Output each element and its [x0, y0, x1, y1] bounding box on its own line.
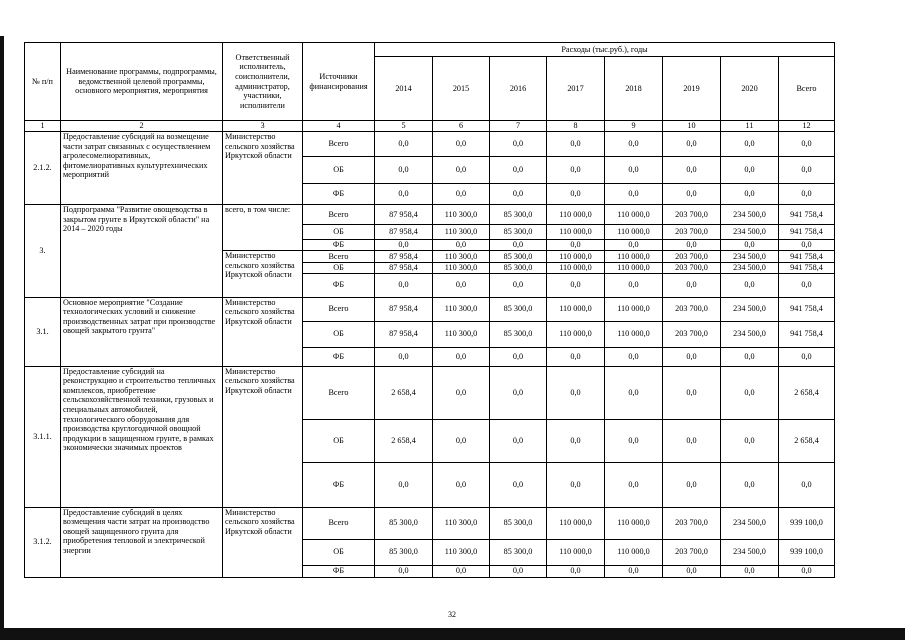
executor: Министерство сельского хозяйства Иркутской области [223, 297, 303, 366]
year-value: 0,0 [433, 565, 490, 577]
year-value: 110 000,0 [547, 263, 605, 274]
year-value: 0,0 [375, 240, 433, 251]
year-value: 0,0 [721, 565, 779, 577]
year-value: 0,0 [605, 240, 663, 251]
year-value: 0,0 [721, 240, 779, 251]
year-value: 110 300,0 [433, 297, 490, 321]
year-value: 203 700,0 [663, 263, 721, 274]
year-value: 0,0 [663, 240, 721, 251]
year-value: 0,0 [433, 184, 490, 205]
year-value: 0,0 [663, 347, 721, 366]
year-value: 110 000,0 [605, 507, 663, 539]
row-number: 3. [25, 205, 61, 298]
year-value: 203 700,0 [663, 297, 721, 321]
column-number: 9 [605, 121, 663, 132]
year-value: 203 700,0 [663, 225, 721, 240]
scan-bottom-edge [0, 628, 905, 640]
year-value: 0,0 [490, 366, 547, 419]
year-value: 110 300,0 [433, 205, 490, 225]
total-value: 939 100,0 [779, 507, 835, 539]
year-value: 0,0 [605, 132, 663, 157]
year-value: 85 300,0 [490, 205, 547, 225]
year-value: 2 658,4 [375, 366, 433, 419]
year-value: 0,0 [375, 157, 433, 184]
header-executor: Ответственный исполнитель, соисполнители, администратор, участники, исполнители [223, 43, 303, 121]
column-number: 3 [223, 121, 303, 132]
column-number: 10 [663, 121, 721, 132]
year-value: 0,0 [547, 419, 605, 462]
year-value: 0,0 [547, 273, 605, 297]
header-year: 2016 [490, 57, 547, 121]
table-row [25, 507, 835, 539]
row-number: 2.1.2. [25, 132, 61, 205]
funding-source: ФБ [303, 347, 375, 366]
executor: Министерство сельского хозяйства Иркутской области [223, 251, 303, 298]
total-value: 941 758,4 [779, 321, 835, 347]
year-value: 110 000,0 [547, 507, 605, 539]
year-value: 0,0 [721, 366, 779, 419]
year-value: 0,0 [663, 184, 721, 205]
year-value: 85 300,0 [490, 539, 547, 565]
program-name: Основное мероприятие "Создание технологических условий и снижение производственных затрат при производстве овощей закрытого грунта" [61, 297, 223, 366]
year-value: 0,0 [663, 366, 721, 419]
total-value: 941 758,4 [779, 263, 835, 274]
table-row [25, 366, 835, 419]
year-value: 87 958,4 [375, 205, 433, 225]
column-number: 1 [25, 121, 61, 132]
year-value: 0,0 [605, 419, 663, 462]
year-value: 0,0 [605, 273, 663, 297]
year-value: 85 300,0 [490, 297, 547, 321]
year-value: 0,0 [433, 419, 490, 462]
year-value: 234 500,0 [721, 205, 779, 225]
funding-source: ОБ [303, 419, 375, 462]
year-value: 0,0 [547, 347, 605, 366]
year-value: 0,0 [605, 462, 663, 507]
year-value: 0,0 [547, 157, 605, 184]
year-value: 0,0 [375, 273, 433, 297]
total-value: 0,0 [779, 132, 835, 157]
executor: Министерство сельского хозяйства Иркутской области [223, 132, 303, 205]
column-number: 6 [433, 121, 490, 132]
year-value: 110 000,0 [547, 205, 605, 225]
year-value: 110 000,0 [605, 205, 663, 225]
column-number: 5 [375, 121, 433, 132]
page-number: 32 [448, 610, 456, 619]
program-name: Предоставление субсидий на возмещение части затрат связанных с осуществлением агролесомелиоративных, фитомелиоративных культуртехнических мероприятий [61, 132, 223, 205]
year-value: 0,0 [721, 273, 779, 297]
funding-source: ОБ [303, 539, 375, 565]
header-source: Источники финансирования [303, 43, 375, 121]
year-value: 234 500,0 [721, 297, 779, 321]
funding-source: ОБ [303, 263, 375, 274]
year-value: 0,0 [721, 157, 779, 184]
year-value: 0,0 [490, 157, 547, 184]
row-number: 3.1. [25, 297, 61, 366]
year-value: 0,0 [490, 347, 547, 366]
year-value: 85 300,0 [375, 539, 433, 565]
year-value: 0,0 [721, 184, 779, 205]
year-value: 110 000,0 [547, 297, 605, 321]
year-value: 0,0 [663, 462, 721, 507]
year-value: 110 000,0 [605, 225, 663, 240]
program-name: Предоставление субсидий на реконструкцию и строительство тепличных комплексов, приобретение сельскохозяйственной техники, грузовых и специальных автомобилей, технологического оборудования для производства круглогодичной овощной продукции в защищенном грунте, в рамках экономически значимых проектов [61, 366, 223, 507]
table-body [25, 121, 835, 578]
total-value: 0,0 [779, 462, 835, 507]
year-value: 110 000,0 [547, 539, 605, 565]
year-value: 85 300,0 [490, 263, 547, 274]
column-number: 4 [303, 121, 375, 132]
total-value: 0,0 [779, 157, 835, 184]
year-value: 0,0 [490, 565, 547, 577]
header-year: 2017 [547, 57, 605, 121]
year-value: 0,0 [433, 347, 490, 366]
year-value: 87 958,4 [375, 297, 433, 321]
year-value: 0,0 [663, 157, 721, 184]
year-value: 0,0 [375, 347, 433, 366]
funding-source: ОБ [303, 321, 375, 347]
header-num: № п/п [25, 43, 61, 121]
program-name: Подпрограмма "Развитие овощеводства в закрытом грунте в Иркутской области" на 2014 – 2020 годы [61, 205, 223, 298]
total-value: 0,0 [779, 273, 835, 297]
year-value: 110 300,0 [433, 507, 490, 539]
funding-source: ФБ [303, 240, 375, 251]
year-value: 0,0 [605, 565, 663, 577]
year-value: 110 000,0 [605, 539, 663, 565]
funding-source: Всего [303, 132, 375, 157]
year-value: 85 300,0 [490, 321, 547, 347]
header-year: 2018 [605, 57, 663, 121]
year-value: 87 958,4 [375, 321, 433, 347]
year-value: 0,0 [721, 132, 779, 157]
funding-source: ФБ [303, 184, 375, 205]
executor: Министерство сельского хозяйства Иркутской области [223, 366, 303, 507]
funding-source: ОБ [303, 157, 375, 184]
year-value: 0,0 [490, 240, 547, 251]
year-value: 0,0 [663, 132, 721, 157]
table-row [25, 205, 835, 225]
total-value: 2 658,4 [779, 366, 835, 419]
year-value: 234 500,0 [721, 225, 779, 240]
total-value: 941 758,4 [779, 205, 835, 225]
year-value: 0,0 [663, 419, 721, 462]
total-value: 939 100,0 [779, 539, 835, 565]
year-value: 0,0 [433, 132, 490, 157]
year-value: 234 500,0 [721, 539, 779, 565]
year-value: 203 700,0 [663, 251, 721, 263]
year-value: 0,0 [547, 240, 605, 251]
total-value: 0,0 [779, 347, 835, 366]
year-value: 0,0 [547, 184, 605, 205]
table-row [25, 132, 835, 157]
year-value: 0,0 [721, 347, 779, 366]
year-value: 0,0 [605, 347, 663, 366]
funding-source: Всего [303, 205, 375, 225]
year-value: 2 658,4 [375, 419, 433, 462]
year-value: 110 000,0 [547, 225, 605, 240]
year-value: 87 958,4 [375, 263, 433, 274]
year-value: 110 000,0 [547, 251, 605, 263]
year-value: 0,0 [490, 273, 547, 297]
year-value: 0,0 [663, 273, 721, 297]
year-value: 85 300,0 [490, 251, 547, 263]
year-value: 85 300,0 [490, 507, 547, 539]
year-value: 234 500,0 [721, 507, 779, 539]
column-number: 8 [547, 121, 605, 132]
funding-source: ФБ [303, 462, 375, 507]
row-number: 3.1.1. [25, 366, 61, 507]
header-expenses: Расходы (тыс.руб.), годы [375, 43, 835, 57]
total-value: 941 758,4 [779, 297, 835, 321]
year-value: 110 300,0 [433, 539, 490, 565]
year-value: 0,0 [375, 462, 433, 507]
total-value: 0,0 [779, 240, 835, 251]
funding-source: Всего [303, 366, 375, 419]
year-value: 0,0 [490, 419, 547, 462]
year-value: 87 958,4 [375, 225, 433, 240]
year-value: 0,0 [375, 184, 433, 205]
year-value: 87 958,4 [375, 251, 433, 263]
table-row [25, 297, 835, 321]
header-year: 2015 [433, 57, 490, 121]
program-name: Предоставление субсидий в целях возмещения части затрат на производство овощей защищенного грунта для приобретения тепловой и электрической энергии [61, 507, 223, 577]
year-value: 0,0 [490, 462, 547, 507]
budget-table [24, 42, 835, 578]
year-value: 0,0 [490, 132, 547, 157]
header-name: Наименование программы, подпрограммы, ведомственной целевой программы, основного мероприятия, мероприятия [61, 43, 223, 121]
year-value: 85 300,0 [375, 507, 433, 539]
year-value: 110 300,0 [433, 321, 490, 347]
year-value: 0,0 [547, 132, 605, 157]
year-value: 0,0 [721, 419, 779, 462]
funding-source: Всего [303, 297, 375, 321]
year-value: 0,0 [663, 565, 721, 577]
year-value: 203 700,0 [663, 539, 721, 565]
total-value: 0,0 [779, 565, 835, 577]
year-value: 0,0 [605, 366, 663, 419]
year-value: 234 500,0 [721, 263, 779, 274]
year-value: 234 500,0 [721, 251, 779, 263]
funding-source: ОБ [303, 225, 375, 240]
column-numbers-row [25, 121, 835, 132]
year-value: 234 500,0 [721, 321, 779, 347]
year-value: 0,0 [490, 184, 547, 205]
year-value: 0,0 [433, 462, 490, 507]
year-value: 110 300,0 [433, 251, 490, 263]
year-value: 0,0 [433, 240, 490, 251]
total-value: 941 758,4 [779, 225, 835, 240]
funding-source: Всего [303, 507, 375, 539]
header-year: 2020 [721, 57, 779, 121]
column-number: 2 [61, 121, 223, 132]
total-value: 0,0 [779, 184, 835, 205]
year-value: 0,0 [605, 184, 663, 205]
year-value: 110 300,0 [433, 225, 490, 240]
year-value: 0,0 [433, 366, 490, 419]
header-total: Всего [779, 57, 835, 121]
year-value: 203 700,0 [663, 205, 721, 225]
header-year: 2019 [663, 57, 721, 121]
funding-source: ФБ [303, 565, 375, 577]
year-value: 110 000,0 [605, 321, 663, 347]
year-value: 0,0 [605, 157, 663, 184]
year-value: 0,0 [721, 462, 779, 507]
year-value: 110 000,0 [547, 321, 605, 347]
year-value: 110 000,0 [605, 251, 663, 263]
total-value: 941 758,4 [779, 251, 835, 263]
executor: всего, в том числе: [223, 205, 303, 251]
year-value: 110 000,0 [605, 263, 663, 274]
column-number: 12 [779, 121, 835, 132]
row-number: 3.1.2. [25, 507, 61, 577]
year-value: 203 700,0 [663, 507, 721, 539]
year-value: 0,0 [547, 366, 605, 419]
column-number: 7 [490, 121, 547, 132]
year-value: 203 700,0 [663, 321, 721, 347]
year-value: 85 300,0 [490, 225, 547, 240]
year-value: 0,0 [433, 157, 490, 184]
header-year: 2014 [375, 57, 433, 121]
table-header [25, 43, 835, 121]
year-value: 0,0 [433, 273, 490, 297]
year-value: 0,0 [547, 565, 605, 577]
column-number: 11 [721, 121, 779, 132]
total-value: 2 658,4 [779, 419, 835, 462]
year-value: 0,0 [375, 132, 433, 157]
funding-source: Всего [303, 251, 375, 263]
year-value: 110 300,0 [433, 263, 490, 274]
executor: Министерство сельского хозяйства Иркутской области [223, 507, 303, 577]
year-value: 110 000,0 [605, 297, 663, 321]
funding-source: ФБ [303, 273, 375, 297]
scan-left-edge [0, 36, 4, 636]
year-value: 0,0 [547, 462, 605, 507]
year-value: 0,0 [375, 565, 433, 577]
